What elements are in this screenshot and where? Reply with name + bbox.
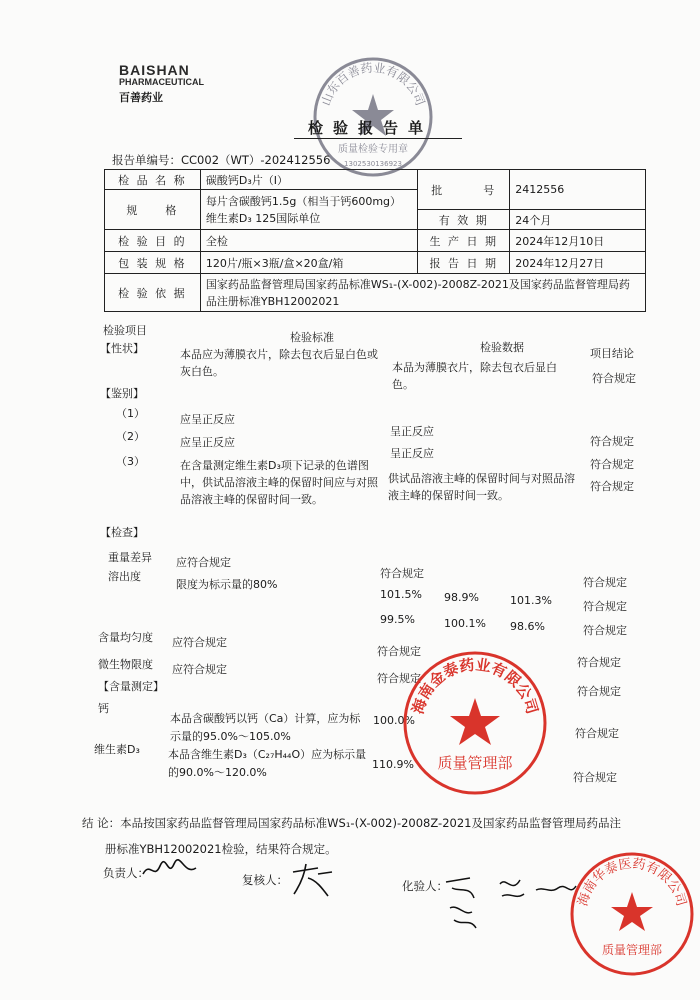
purpose-label: 检 验 目 的 <box>105 230 201 252</box>
pack-label: 包 装 规 格 <box>105 252 201 274</box>
head-label: 负责人： <box>103 866 149 880</box>
vitd3-conclusion: 符合规定 <box>573 771 617 784</box>
svg-text:海南华泰医药有限公司: 海南华泰医药有限公司 <box>575 856 689 909</box>
spec-label: 规 格 <box>105 190 201 230</box>
ident-data-2: 呈正反应 <box>390 447 434 460</box>
dissolution-value-5: 100.1% <box>444 617 486 630</box>
svg-text:山东百善药业有限公司: 山东百善药业有限公司 <box>318 60 428 108</box>
svg-text:质量管理部: 质量管理部 <box>601 943 663 957</box>
calcium-conclusion: 符合规定 <box>575 727 619 740</box>
ident-std-1: 应呈正反应 <box>180 413 235 426</box>
dissolution-conclusion-2: 符合规定 <box>583 624 627 637</box>
report-date-label: 报 告 日 期 <box>418 252 510 274</box>
vitd3-data: 110.9% <box>372 758 414 771</box>
character-standard: 本品应为薄膜衣片，除去包衣后显白色或灰白色。 <box>180 348 378 378</box>
ident-con-2: 符合规定 <box>590 458 634 471</box>
test-label: 化验人： <box>402 879 448 893</box>
batch-label: 批 号 <box>418 170 510 210</box>
weight-label: 重量差异 <box>108 551 152 564</box>
review-label: 复核人： <box>242 873 288 887</box>
col-item: 检验项目 <box>103 324 147 337</box>
microbial-conclusion: 符合规定 <box>577 685 621 698</box>
character-data: 本品为薄膜衣片，除去包衣后显白色。 <box>392 361 557 391</box>
validity-value: 24个月 <box>510 210 646 230</box>
title-underline <box>294 138 462 139</box>
report-number: 报告单编号：CC002（WT）-202412556 <box>112 153 331 167</box>
logo-line2: PHARMACEUTICAL <box>119 77 204 87</box>
ident-num-1: （1） <box>116 407 145 420</box>
dissolution-standard: 限度为标示量的80% <box>176 578 278 591</box>
section-character: 【性状】 <box>100 342 144 355</box>
ident-num-3: （3） <box>116 455 145 468</box>
report-title: 检验报告单 <box>308 119 434 137</box>
section-assay: 【含量测定】 <box>98 680 164 693</box>
test-signatures <box>440 868 580 941</box>
character-conclusion: 符合规定 <box>592 372 636 385</box>
dissolution-value-3: 101.3% <box>510 594 552 607</box>
basis-value: 国家药品监督管理局国家药品标准WS₁-(X-002)-2008Z-2021及国家药品监督管理局药品注册标准YBH12002021 <box>200 274 645 312</box>
microbial-data: 符合规定 <box>377 672 421 685</box>
svg-text:1302530136923: 1302530136923 <box>344 160 402 168</box>
calcium-standard: 本品含碳酸钙以钙（Ca）计算，应为标示量的95.0%～105.0% <box>170 712 361 743</box>
col-data: 检验数据 <box>480 341 524 354</box>
section-identification: 【鉴别】 <box>100 387 144 400</box>
microbial-label: 微生物限度 <box>98 658 153 671</box>
ident-con-3: 符合规定 <box>590 480 634 493</box>
logo-line1: BAISHAN <box>119 62 190 78</box>
content-uniformity-standard: 应符合规定 <box>172 636 227 649</box>
batch-value: 2412556 <box>510 170 646 210</box>
mfg-label: 生 产 日 期 <box>418 230 510 252</box>
validity-label: 有 效 期 <box>418 210 510 230</box>
ident-data-1: 呈正反应 <box>390 425 434 438</box>
logo-cn: 百善药业 <box>119 91 163 104</box>
purpose-value: 全检 <box>200 230 417 252</box>
col-standard: 检验标准 <box>290 331 334 344</box>
report-date-value: 2024年12月27日 <box>510 252 646 274</box>
header-table <box>104 169 646 312</box>
distributor-quality-seal <box>568 850 696 978</box>
dissolution-value-1: 101.5% <box>380 588 422 601</box>
pack-value: 120片/瓶×3瓶/盒×20盒/箱 <box>200 252 417 274</box>
svg-text:质量管理部: 质量管理部 <box>437 754 513 772</box>
content-uniformity-label: 含量均匀度 <box>98 631 153 644</box>
ident-data-3: 供试品溶液主峰的保留时间与对照品溶液主峰的保留时间一致。 <box>388 472 575 502</box>
microbial-standard: 应符合规定 <box>172 663 227 676</box>
quality-dept-seal <box>400 648 550 798</box>
head-signature <box>140 856 200 889</box>
weight-standard: 应符合规定 <box>176 556 231 569</box>
dissolution-value-6: 98.6% <box>510 620 545 633</box>
section-inspection: 【检查】 <box>100 526 144 539</box>
dissolution-value-4: 99.5% <box>380 613 415 626</box>
content-uniformity-data: 符合规定 <box>377 645 421 658</box>
weight-conclusion: 符合规定 <box>583 576 627 589</box>
vitd3-standard: 本品含维生素D₃（C₂₇H₄₄O）应为标示量的90.0%～120.0% <box>168 748 367 779</box>
ident-num-2: （2） <box>116 430 145 443</box>
dissolution-label: 溶出度 <box>108 570 141 583</box>
conclusion-line-2: 册标准YBH12002021检验，结果符合规定。 <box>105 842 337 856</box>
conclusion-line-1: 结 论：本品按国家药品监督管理局国家药品标准WS₁-(X-002)-2008Z-2021及国家药品监督管理局药品注 <box>82 816 621 830</box>
mfg-value: 2024年12月10日 <box>510 230 646 252</box>
dissolution-value-2: 98.9% <box>444 591 479 604</box>
review-signature <box>288 860 338 903</box>
spec-value-2: 维生素D₃ 125国际单位 <box>205 211 321 225</box>
name-value: 碳酸钙D₃片（I） <box>200 170 417 190</box>
content-uniformity-conclusion: 符合规定 <box>577 656 621 669</box>
svg-text:海南金泰药业有限公司: 海南金泰药业有限公司 <box>408 655 542 717</box>
weight-data: 符合规定 <box>380 567 424 580</box>
vitd3-label: 维生素D₃ <box>94 743 140 756</box>
name-label: 检 品 名 称 <box>105 170 201 190</box>
dissolution-conclusion-1: 符合规定 <box>583 600 627 613</box>
col-conclusion: 项目结论 <box>590 347 634 360</box>
ident-std-3: 在含量测定维生素D₃项下记录的色谱图中，供试品溶液主峰的保留时间应与对照品溶液主峰的保留时间一致。 <box>180 459 378 506</box>
ident-con-1: 符合规定 <box>590 435 634 448</box>
svg-text:质量检验专用章: 质量检验专用章 <box>338 144 408 155</box>
basis-label: 检 验 依 据 <box>105 274 201 312</box>
ident-std-2: 应呈正反应 <box>180 436 235 449</box>
calcium-data: 100.0% <box>373 714 415 727</box>
calcium-label: 钙 <box>98 702 109 715</box>
spec-value-1: 每片含碳酸钙1.5g（相当于钙600mg） <box>205 194 402 208</box>
